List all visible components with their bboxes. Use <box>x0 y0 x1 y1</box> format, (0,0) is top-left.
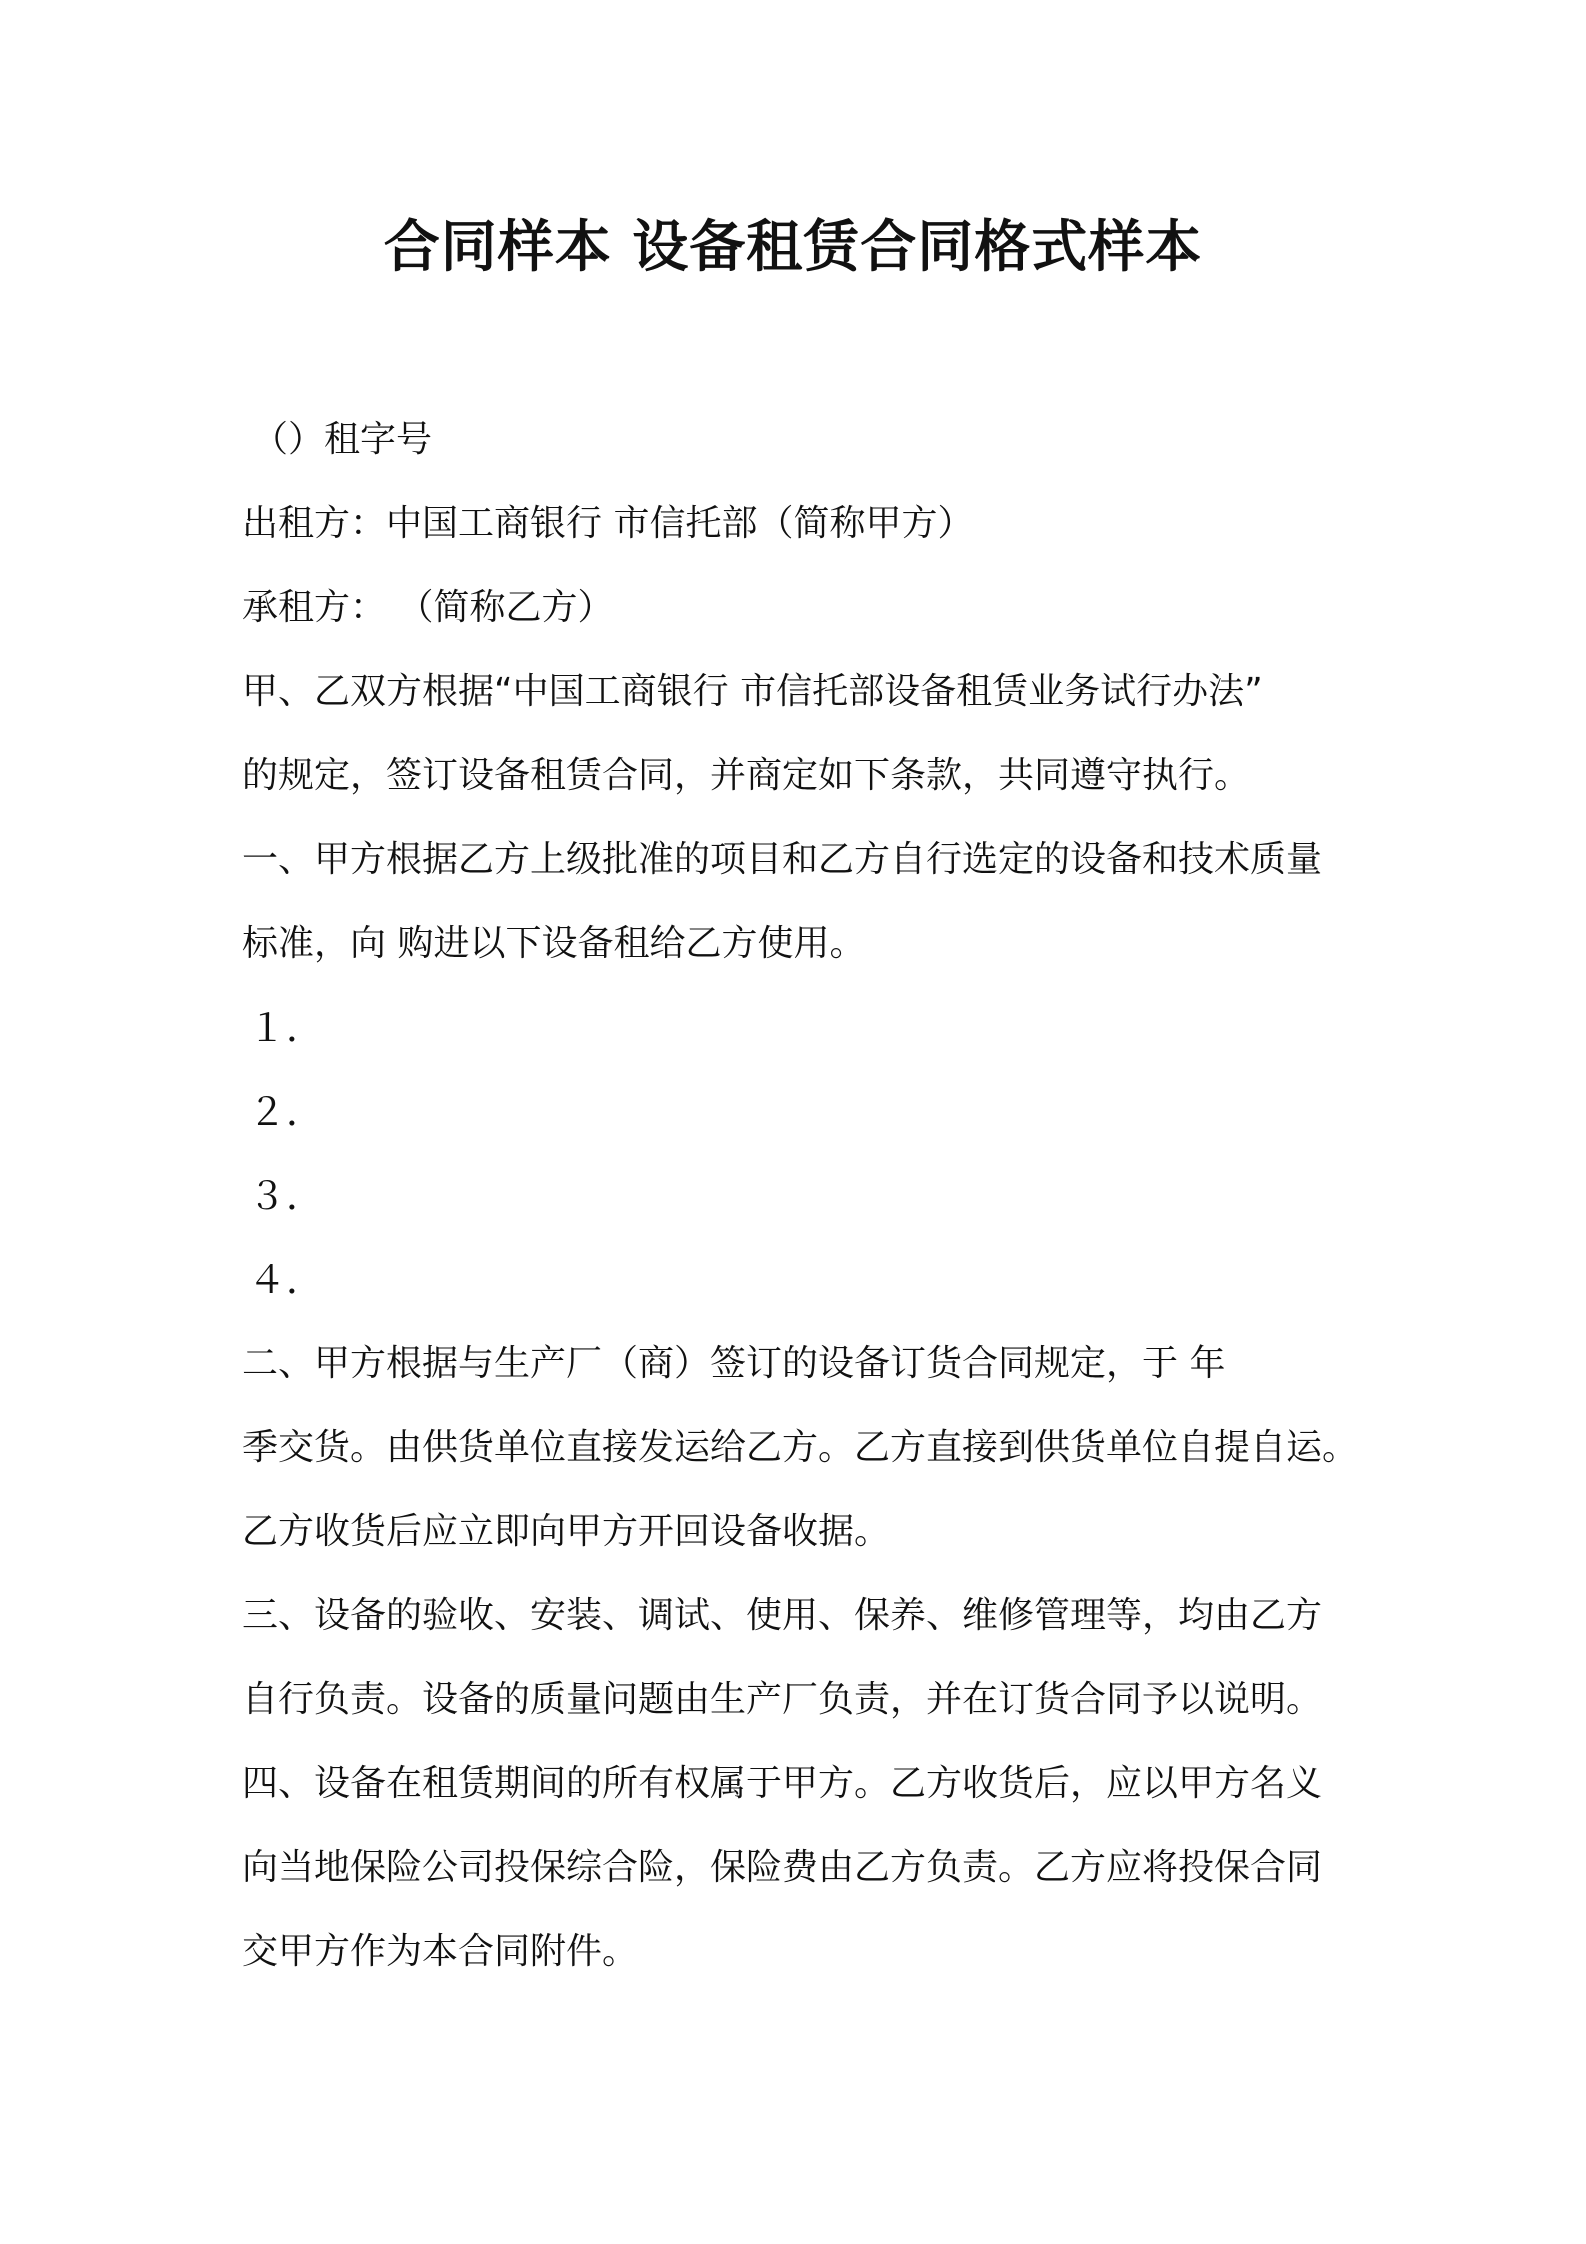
intro-line-2: 的规定，签订设备租赁合同，并商定如下条款，共同遵守执行。 <box>242 755 1251 796</box>
contract-number-line: （）租字号 <box>252 419 433 460</box>
clause-3-line-1: 三、设备的验收、安装、调试、使用、保养、维修管理等，均由乙方 <box>242 1595 1323 1636</box>
clause-4-line-1: 四、设备在租赁期间的所有权属于甲方。乙方收货后，应以甲方名义 <box>242 1763 1323 1804</box>
equipment-item-3: ３． <box>248 1174 325 1218</box>
clause-4-line-3: 交甲方作为本合同附件。 <box>242 1931 639 1972</box>
intro-line-1: 甲、乙双方根据“中国工商银行 市信托部设备租赁业务试行办法” <box>242 671 1263 712</box>
clause-3-line-2: 自行负责。设备的质量问题由生产厂负责，并在订货合同予以说明。 <box>242 1679 1323 1720</box>
equipment-item-1: １． <box>248 1006 325 1050</box>
lessee-line: 承租方： （简称乙方） <box>242 587 614 628</box>
equipment-item-2: ２． <box>248 1090 325 1134</box>
clause-1-line-1: 一、甲方根据乙方上级批准的项目和乙方自行选定的设备和技术质量 <box>242 839 1323 880</box>
clause-2-line-1: 二、甲方根据与生产厂（商）签订的设备订货合同规定，于 年 <box>242 1343 1226 1384</box>
clause-2-line-3: 乙方收货后应立即向甲方开回设备收据。 <box>242 1511 891 1552</box>
clause-4-line-2: 向当地保险公司投保综合险，保险费由乙方负责。乙方应将投保合同 <box>242 1847 1323 1888</box>
lessor-line: 出租方：中国工商银行 市信托部（简称甲方） <box>242 503 974 544</box>
equipment-item-4: ４． <box>248 1258 325 1302</box>
clause-1-line-2: 标准，向 购进以下设备租给乙方使用。 <box>242 923 866 964</box>
document-title: 合同样本 设备租赁合同格式样本 <box>383 215 1203 280</box>
clause-2-line-2: 季交货。由供货单位直接发运给乙方。乙方直接到供货单位自提自运。 <box>242 1427 1359 1468</box>
